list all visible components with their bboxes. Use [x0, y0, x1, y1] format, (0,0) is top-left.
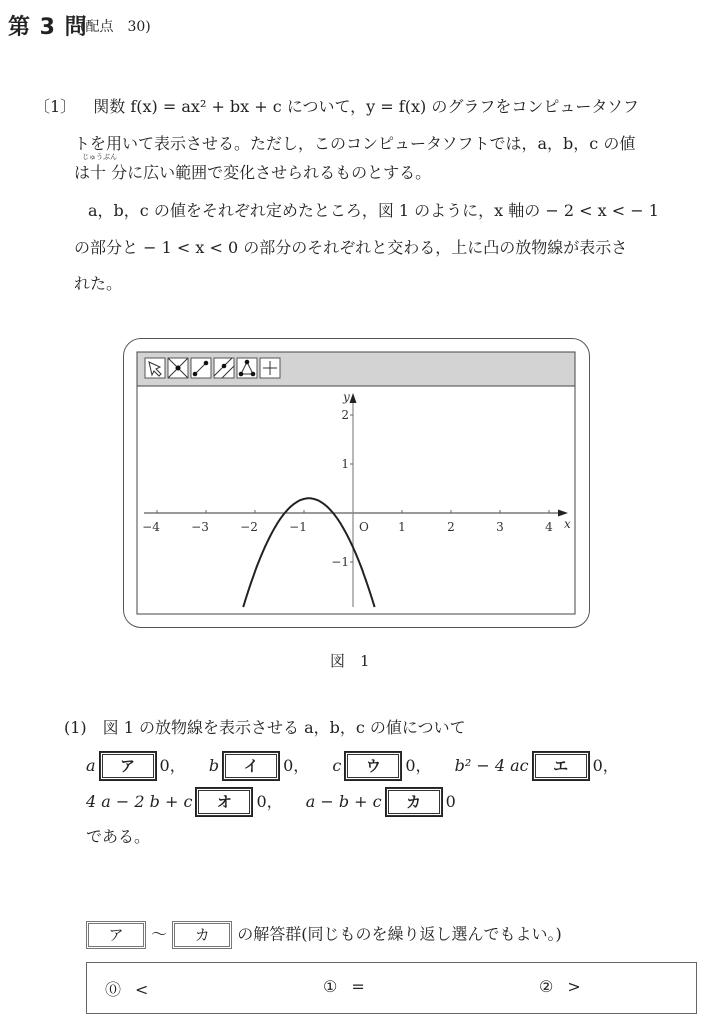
plot-area: [137, 386, 575, 614]
choice-symbol: >: [567, 977, 581, 996]
origin-label: O: [359, 520, 369, 534]
y-tick-label: 1: [341, 457, 349, 471]
figure-caption: 図 1: [330, 652, 370, 670]
answer-box-a[interactable]: ア: [100, 752, 156, 780]
rhs: 0，: [159, 755, 186, 775]
expr: a: [86, 755, 96, 775]
x-tick-label: 3: [496, 520, 504, 534]
y-tick-label: 2: [341, 408, 349, 422]
answer-group-heading: [86, 921, 562, 949]
y-tick-label: −1: [331, 555, 349, 569]
inequality-item: [86, 792, 283, 811]
triangle-icon[interactable]: [237, 358, 257, 378]
rhs: 0，: [592, 755, 619, 775]
problem-title: 第 3 問: [8, 15, 88, 40]
ruby-text: じゅうぶん: [82, 153, 117, 161]
inequality-item: [209, 756, 309, 775]
answer-box-e[interactable]: エ: [533, 752, 589, 780]
intro-text: 関数 f(x) = ax² + bx + c について，y = f(x) のグラフをコンピュータソフ: [93, 97, 639, 116]
x-tick-label: −4: [142, 520, 160, 534]
y-axis-label: y: [343, 390, 350, 404]
choice-0[interactable]: [105, 977, 148, 1000]
x-tick-label: −3: [191, 520, 209, 534]
answer-box-u[interactable]: ウ: [345, 752, 401, 780]
intro-line-4: a，b，c の値をそれぞれ定めたところ，図 1 のように，x 軸の − 2 < x < − 1: [88, 201, 659, 220]
section-label: 〔1〕: [34, 97, 77, 116]
inequality-item: [332, 756, 431, 775]
x-tick-label: −2: [240, 520, 258, 534]
choice-number: ①: [323, 977, 338, 996]
question-1-end: である。: [86, 827, 151, 846]
choice-symbol: <: [135, 980, 149, 999]
expr: b² − 4 ac: [454, 755, 529, 775]
expr: b: [208, 755, 220, 775]
segment-icon[interactable]: [191, 358, 211, 378]
expr: a − b + c: [305, 791, 382, 811]
problem-points: (配点 30): [80, 19, 151, 35]
move-cross-icon[interactable]: [260, 358, 280, 378]
expr: c: [332, 755, 342, 775]
rhs: 0，: [256, 791, 283, 811]
answer-box-i[interactable]: イ: [223, 752, 279, 780]
answer-range-start: ア: [86, 921, 146, 949]
intro-line-6: れた。: [74, 274, 123, 293]
line-through-point-icon[interactable]: [214, 358, 234, 378]
inequality-item: [86, 756, 186, 775]
answer-range-end: カ: [172, 921, 232, 949]
choice-1[interactable]: [323, 977, 365, 996]
x-tick-label: −1: [289, 520, 307, 534]
intro-line-5: の部分と − 1 < x < 0 の部分のそれぞれと交わる，上に凸の放物線が表示さ: [74, 238, 628, 257]
x-tick-label: 4: [545, 520, 553, 534]
answer-group-note: の解答群(同じものを繰り返し選んでもよい。): [237, 924, 562, 944]
choice-number: ②: [539, 977, 554, 996]
tilde: ～: [151, 924, 168, 944]
answer-choices-box: [86, 962, 697, 1014]
inequality-row-1: [86, 752, 619, 780]
inequality-item: [455, 756, 619, 775]
question-1-prompt: (1) 図 1 の放物線を表示させる a，b，c の値について: [64, 718, 466, 737]
expr: 4 a − 2 b + c: [86, 791, 193, 811]
intersection-point-icon[interactable]: [168, 358, 188, 378]
inequality-item: [306, 792, 456, 811]
answer-box-o[interactable]: オ: [196, 788, 252, 816]
intro-line-3: は十 分に広い範囲で変化させられるものとする。: [74, 163, 432, 182]
choice-2[interactable]: [539, 977, 581, 996]
rhs: 0: [445, 791, 456, 811]
rhs: 0，: [283, 755, 310, 775]
inequality-row-2: [86, 788, 456, 816]
rhs: 0，: [405, 755, 432, 775]
x-axis-label: x: [564, 517, 571, 531]
intro-line-2: トを用いて表示させる。ただし，このコンピュータソフトでは，a，b，c の値: [74, 134, 636, 153]
choice-symbol: =: [351, 977, 365, 996]
choice-number: ⓪: [105, 980, 122, 999]
x-tick-label: 1: [398, 520, 406, 534]
x-tick-label: 2: [447, 520, 455, 534]
pointer-arrow-icon[interactable]: [145, 358, 165, 378]
answer-box-ka[interactable]: カ: [386, 788, 442, 816]
